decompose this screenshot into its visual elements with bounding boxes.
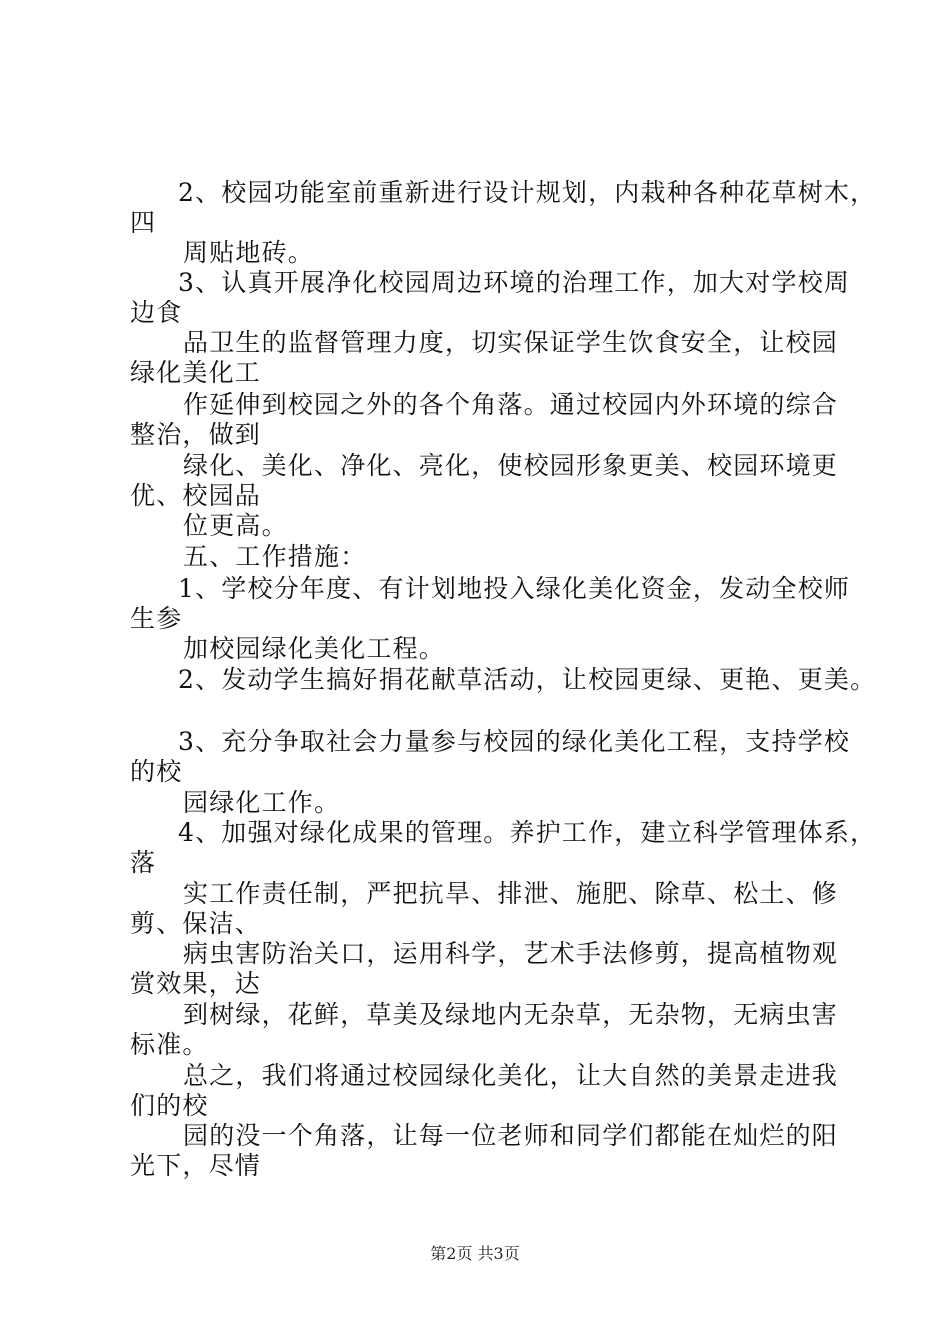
text-line: 四 — [130, 208, 157, 237]
text-line: 位更高。 — [183, 511, 288, 540]
text-line: 周贴地砖。 — [183, 238, 315, 267]
text-line: 绿化、美化、净化、亮化，使校园形象更美、校园环境更 — [183, 451, 839, 480]
text-line: 整治，做到 — [130, 420, 262, 449]
text-line: 品卫生的监督管理力度，切实保证学生饮食安全，让校园 — [183, 328, 839, 357]
text-line: 园的没一个角落，让每一位老师和同学们都能在灿烂的阳 — [183, 1121, 839, 1150]
text-line: 2、校园功能室前重新进行设计规划，内栽种各种花草树木， — [178, 178, 877, 207]
text-line: 剪、保洁、 — [130, 909, 262, 938]
text-line: 标准。 — [130, 1030, 209, 1059]
text-line: 2、发动学生搞好捐花献草活动，让校园更绿、更艳、更美。 — [178, 665, 877, 694]
text-line: 们的校 — [130, 1091, 209, 1120]
text-line: 加校园绿化美化工程。 — [183, 634, 446, 663]
text-line: 落 — [130, 848, 157, 877]
text-line: 作延伸到校园之外的各个角落。通过校园内外环境的综合 — [183, 390, 839, 419]
section-heading: 五、工作措施： — [183, 542, 367, 571]
text-line: 1、学校分年度、有计划地投入绿化美化资金，发动全校师 — [178, 574, 851, 603]
text-line: 园绿化工作。 — [183, 788, 341, 817]
page-footer: 第2页 共3页 — [430, 1244, 520, 1263]
text-line: 光下，尽情 — [130, 1151, 262, 1180]
text-line: 赏效果，达 — [130, 969, 262, 998]
text-line: 实工作责任制，严把抗旱、排泄、施肥、除草、松土、修 — [183, 879, 839, 908]
text-line: 4、加强对绿化成果的管理。养护工作，建立科学管理体系， — [178, 818, 877, 847]
text-line: 病虫害防治关口，运用科学，艺术手法修剪，提高植物观 — [183, 939, 839, 968]
text-line: 3、充分争取社会力量参与校园的绿化美化工程，支持学校 — [178, 727, 851, 756]
text-line: 到树绿，花鲜，草美及绿地内无杂草，无杂物，无病虫害 — [183, 1000, 839, 1029]
text-line: 3、认真开展净化校园周边环境的治理工作，加大对学校周 — [178, 268, 851, 297]
text-line: 生参 — [130, 604, 183, 633]
text-line: 优、校园品 — [130, 481, 262, 510]
text-line: 总之，我们将通过校园绿化美化，让大自然的美景走进我 — [183, 1061, 839, 1090]
text-line: 绿化美化工 — [130, 358, 262, 387]
text-line: 的校 — [130, 757, 183, 786]
text-line: 边食 — [130, 298, 183, 327]
